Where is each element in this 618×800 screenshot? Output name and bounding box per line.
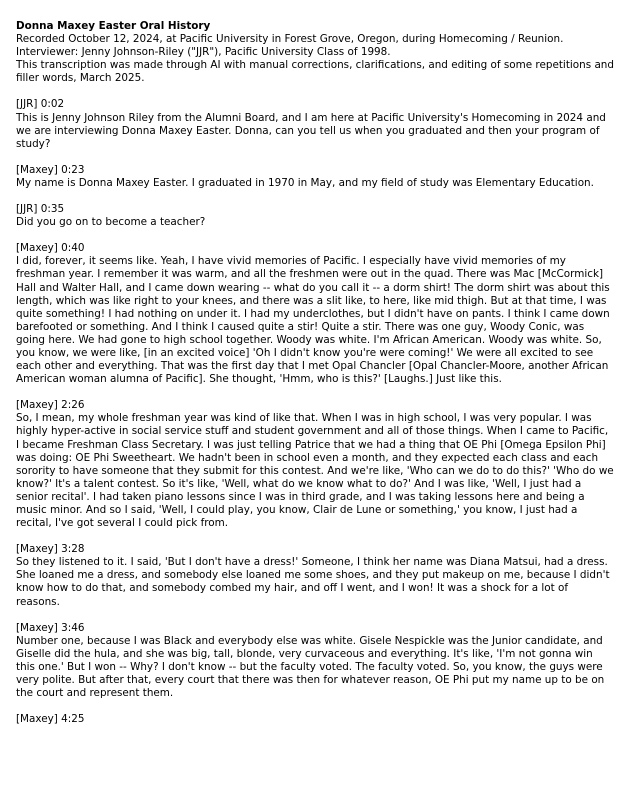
speaker-timestamp: [Maxey] 4:25: [16, 713, 85, 726]
interviewer-info: Interviewer: Jenny Johnson-Riley ("JJR"), Pacific University Class of 1998.: [16, 46, 391, 59]
transcription-note: This transcription was made through AI with manual corrections, clarifications, and editing of some repetitions and filler words, March 2025.: [16, 59, 614, 85]
transcript-entry: [16, 543, 614, 608]
transcript-entry: [16, 164, 614, 190]
document-header: [16, 20, 614, 85]
entry-text: Number one, because I was Black and everybody else was white. Gisele Nespickle was the Junior candidate, and Giselle did the hula, and she was big, tall, blonde, very curvaceous and everything. It's like, 'I'm not gonna win this one.' But I won -- Why? I don't know -- but the faculty voted. The faculty voted. So, you know, the guys were very polite. But after that, every court that there was then for whatever reason, OE Phi put my name up to be on the court and represent them.: [16, 634, 605, 700]
speaker-timestamp: [Maxey] 3:28: [16, 543, 85, 556]
speaker-timestamp: [JJR] 0:35: [16, 203, 65, 216]
transcript-entry: [16, 203, 614, 229]
entry-text: This is Jenny Johnson Riley from the Alumni Board, and I am here at Pacific University's Homecoming in 2024 and we are interviewing Donna Maxey Easter. Donna, can you tell us when you graduated and then your program of study?: [16, 111, 606, 150]
entry-text: My name is Donna Maxey Easter. I graduated in 1970 in May, and my field of study was Elementary Education.: [16, 176, 594, 189]
speaker-timestamp: [Maxey] 0:40: [16, 242, 85, 255]
entry-text: So, I mean, my whole freshman year was kind of like that. When I was in high school, I was very popular. I was highly hyper-active in social service stuff and student government and all of those things. When I came to Pacific, I became Freshman Class Secretary. I was just telling Patrice that we had a thing that OE Phi [Omega Epsilon Phi] was doing: OE Phi Sweetheart. We hadn't been in school even a month, and they expected each class and each sorority to have someone that they submit for this contest. And we're like, 'Who can we do to do this?' 'Who do we know?' It's a talent contest. So it's like, 'Well, what do we know what to do?' And I was like, 'Well, I just had a senior recital'. I had taken piano lessons since I was in third grade, and I was taking lessons here and being a music minor. And so I said, 'Well, I could play, you know, Clair de Lune or something,' you know, I just had a recital, I've got several I could pick from.: [16, 412, 614, 530]
transcript-entry: [16, 622, 614, 701]
transcript-entry: [16, 399, 614, 530]
transcript-entry: [16, 713, 614, 726]
recording-info: Recorded October 12, 2024, at Pacific University in Forest Grove, Oregon, during Homecoming / Reunion.: [16, 33, 564, 46]
speaker-timestamp: [Maxey] 3:46: [16, 621, 85, 634]
entry-text: So they listened to it. I said, 'But I don't have a dress!' Someone, I think her name was Diana Matsui, had a dress. She loaned me a dress, and somebody else loaned me some shoes, and they put makeup on me, because I didn't know how to do that, and somebody combed my hair, and off I went, and I won! It was a shock for a lot of reasons.: [16, 556, 610, 608]
transcript-entry: [16, 98, 614, 150]
entry-text: Did you go on to become a teacher?: [16, 216, 206, 229]
transcript-document: [16, 20, 614, 739]
document-title: Donna Maxey Easter Oral History: [16, 20, 211, 32]
transcript-entry: [16, 242, 614, 386]
entry-text: I did, forever, it seems like. Yeah, I have vivid memories of Pacific. I especially have vivid memories of my freshman year. I remember it was warm, and all the freshmen were out in the quad. There was Mac [McCormick] Hall and Walter Hall, and I came down wearing -- what do you call it -- a dorm shirt! The dorm shirt was about this length, which was like right to your knees, and there was a slit like, to here, like mid thigh. But at that time, I was quite something! I had nothing on under it. I had my underclothes, but I didn't have on pants. I think I came down barefooted or something. And I think I caused quite a stir! Quite a stir. There was one guy, Woody Conic, was going here. We had gone to high school together. Woody was white. I'm African American. Woody was white. So, you know, we were like, [in an excited voice] 'Oh I didn't know you're were coming!' We were all excited to see each other and everything. That was the first day that I met Opal Chancler [Opal Chancler-Moore, another African American woman alumna of Pacific]. She thought, 'Hmm, who is this?' [Laughs.] Just like this.: [16, 255, 610, 386]
speaker-timestamp: [Maxey] 0:23: [16, 163, 85, 176]
speaker-timestamp: [Maxey] 2:26: [16, 399, 85, 412]
speaker-timestamp: [JJR] 0:02: [16, 98, 65, 111]
